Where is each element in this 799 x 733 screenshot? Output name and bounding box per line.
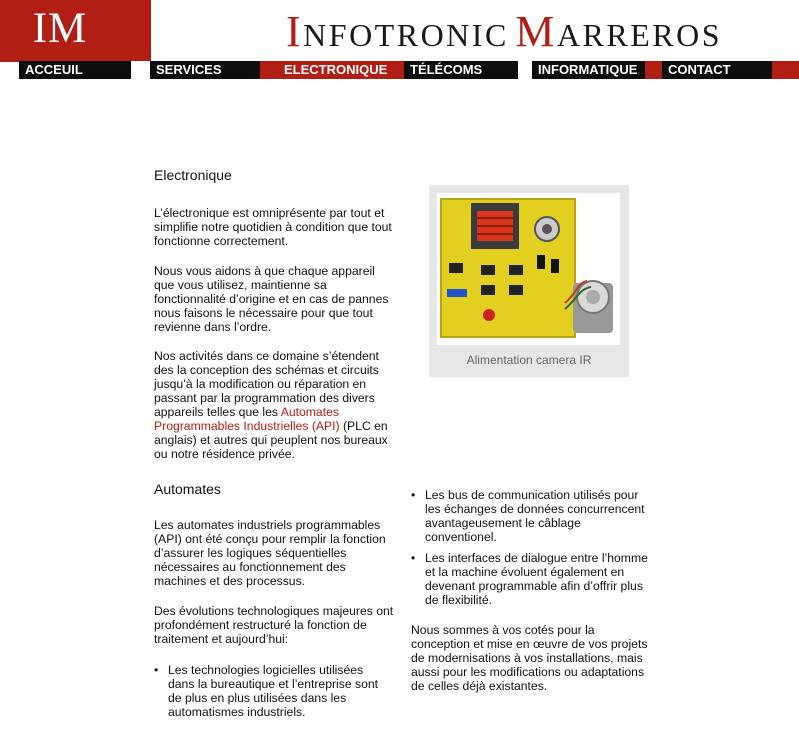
automates-paragraph: Les automates industriels programmables (API) ont été conçu pour remplir la fonction d’assurer les logiques séquentielles nécessaires au fonctionnement des machines et des processus.: [154, 518, 386, 588]
paragraph: [411, 623, 653, 693]
paragraph: [154, 349, 396, 461]
logo-text: IM: [32, 5, 88, 52]
closing-paragraph: Nous sommes à vos cotés pour la conception et mise en œuvre de vos projets de modernisations à vos installations, mais aussi pour les modifications ou adaptations de celles déjà existantes.: [411, 623, 648, 693]
section-title-automates: Automates: [154, 481, 221, 497]
main-nav: [0, 61, 799, 79]
intro-paragraph: L’électronique est omniprésente par tout et simplifie notre quotidien à condition que tout fonctionne correctement.: [154, 206, 392, 248]
bullet-list-right: [411, 488, 653, 607]
nav-item-contact[interactable]: CONTACT: [662, 61, 772, 79]
activities-text-end: (PLC en anglais) et autres qui peuplent nos bureaux ou notre résidence privée.: [154, 419, 388, 461]
title-initial-i: I: [286, 7, 304, 56]
nav-item-services[interactable]: SERVICES: [150, 61, 260, 79]
title-word-2: ARREROS: [556, 17, 722, 53]
evolutions-paragraph: Des évolutions technologiques majeures ont profondément restructuré la fonction de traitement et aujourd’hui:: [154, 604, 394, 646]
bullet-list-left: [154, 663, 384, 719]
nav-item-acceuil[interactable]: ACCEUIL: [19, 61, 131, 79]
paragraph: [154, 518, 396, 588]
paragraph: [154, 604, 396, 646]
activities-text: Nos activités dans ce domaine s’étendent des la conception des schémas et circuits jusqu’à la modification ou réparation en passant par la programmation des divers appareils telles que les: [154, 349, 379, 419]
nav-gap: [518, 61, 532, 79]
paragraph: [154, 206, 396, 248]
nav-gap: [131, 61, 150, 79]
activities-paragraph: [154, 349, 396, 461]
paragraph: [154, 264, 396, 334]
nav-item-telecoms[interactable]: TÉLÉCOMS: [404, 61, 518, 79]
list-item: • Les bus de communication utilisés pour les échanges de données concurrencent avantageusement le câblage conventionel.: [411, 488, 653, 544]
nav-gap: [645, 61, 662, 79]
circuit-board-icon: [437, 193, 620, 345]
section-title-electronique: Electronique: [154, 167, 232, 183]
logo[interactable]: [0, 0, 151, 62]
api-link[interactable]: Automates Programmables Industrielles (API): [154, 405, 340, 433]
list-item: • Les technologies logicielles utilisées dans la bureautique et l’entreprise sont de plus en plus utilisées dans les automatismes industriels.: [154, 663, 384, 719]
list-item: • Les interfaces de dialogue entre l’homme et la machine évoluent également en devenant programmable afin d’offrir plus de flexibilité.: [411, 551, 653, 607]
title-word-1: NFOTRONIC: [303, 17, 509, 53]
service-paragraph: Nous vous aidons à que chaque appareil que vous utilisez, maintienne sa fonctionnalité d’origine et en cas de pannes nous faisons le nécessaire pour que tout revienne dans l’ordre.: [154, 264, 389, 334]
nav-gap: [260, 61, 279, 79]
photo-card: [429, 185, 629, 377]
nav-gap: [772, 61, 799, 79]
nav-item-informatique[interactable]: INFORMATIQUE: [532, 61, 645, 79]
circuit-board-image[interactable]: [437, 193, 620, 345]
photo-caption: Alimentation camera IR: [466, 353, 592, 367]
site-title: [286, 6, 722, 57]
title-initial-m: M: [515, 7, 557, 56]
nav-item-electronique[interactable]: ELECTRONIQUE: [278, 61, 404, 79]
